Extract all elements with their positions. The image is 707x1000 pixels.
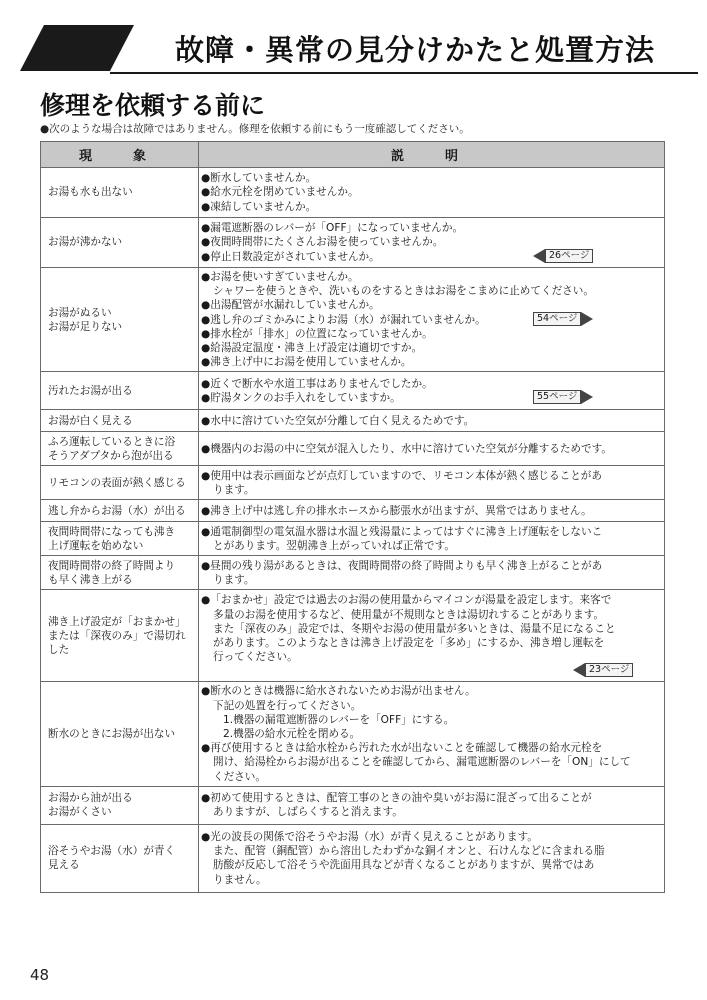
symptom-cell xyxy=(41,268,199,372)
explanation-line: ●出湯配管が水漏れしていませんか。 xyxy=(201,299,380,312)
table-header-row xyxy=(41,142,665,168)
explanation-line: ●通電制御型の電気温水器は水温と残湯量によってはすぐに沸き上げ運転をしないこ xyxy=(201,525,603,538)
explanation-line: ●漏電遮断器のレバーが「OFF」になっていませんか。 xyxy=(201,222,464,235)
page-reference-label: 54ページ xyxy=(533,312,581,326)
explanation-line: ります。 xyxy=(213,483,255,496)
symptom-text: 見える xyxy=(48,859,80,872)
symptom-cell xyxy=(41,500,199,522)
symptom-cell xyxy=(41,556,199,590)
explanation-line: また「深夜のみ」設定では、冬期やお湯の使用量が多いときは、湯量不足になること xyxy=(213,622,616,635)
explanation-line: ●お湯を使いすぎていませんか。 xyxy=(201,271,359,283)
explanation-line: ●水中に溶けていた空気が分離して白く見えるためです。 xyxy=(201,414,475,427)
table-row xyxy=(41,268,665,372)
explanation-line: ります。 xyxy=(213,573,255,586)
explanation-cell xyxy=(199,466,665,500)
explanation-text: ●貯湯タンクのお手入れをしていますか。 xyxy=(201,391,401,404)
symptom-text: 上げ運転を始めない xyxy=(48,539,144,552)
symptom-cell xyxy=(41,432,199,466)
explanation-line: があります。このようなときは沸き上げ設定を「多め」にするか、沸き増し運転を xyxy=(213,637,605,650)
page-reference-link[interactable] xyxy=(573,663,633,677)
symptom-text: 夜間時間帯になっても沸き xyxy=(48,525,176,538)
explanation-cell xyxy=(199,522,665,556)
explanation-line: 下記の処置を行ってください。 xyxy=(213,699,362,712)
explanation-line: ●機器内のお湯の中に空気が混入したり、水中に溶けていた空気が分離するためです。 xyxy=(201,442,612,455)
symptom-cell xyxy=(41,824,199,892)
symptom-text: お湯が沸かない xyxy=(48,236,123,249)
symptom-text: そうアダプタから泡が出る xyxy=(48,449,174,462)
header-banner xyxy=(14,22,698,76)
page-reference-link[interactable] xyxy=(533,312,593,326)
symptom-text: 沸き上げ設定が「おまかせ」 xyxy=(48,615,186,628)
symptom-text: または「深夜のみ」で湯切れ xyxy=(48,629,186,642)
explanation-line xyxy=(201,250,662,264)
symptom-text: お湯から油が出る xyxy=(48,792,133,805)
table-row xyxy=(41,824,665,892)
page-reference-label: 55ページ xyxy=(533,390,581,404)
page-reference-label: 23ページ xyxy=(585,663,633,677)
table-row xyxy=(41,590,665,682)
intro-text: ●次のような場合は故障ではありません。修理を依頼する前にもう一度確認してください。 xyxy=(40,123,470,135)
table-row xyxy=(41,168,665,218)
explanation-line: ●夜間時間帯にたくさんお湯を使っていませんか。 xyxy=(201,236,444,249)
symptom-text: お湯が足りない xyxy=(48,320,123,333)
explanation-cell xyxy=(199,786,665,824)
section-title: 修理を依頼する前に xyxy=(40,91,266,120)
symptom-text: お湯も水も出ない xyxy=(48,186,133,199)
explanation-cell xyxy=(199,218,665,268)
column-header-symptom: 現 象 xyxy=(41,142,199,168)
symptom-cell xyxy=(41,682,199,786)
explanation-cell xyxy=(199,824,665,892)
explanation-text: ●逃し弁のゴミかみによりお湯（水）が漏れていませんか。 xyxy=(201,313,486,326)
explanation-line: ありますが、しばらくすると消えます。 xyxy=(213,806,403,819)
explanation-line: また、配管（銅配管）から溶出したわずかな銅イオンと、石けんなどに含まれる脂 xyxy=(213,845,605,858)
symptom-text: 夜間時間帯の終了時間より xyxy=(48,559,176,572)
symptom-cell xyxy=(41,372,199,410)
page-number: 48 xyxy=(30,966,50,984)
explanation-line: ●給水元栓を閉めていませんか。 xyxy=(201,186,359,199)
page-reference-label: 26ページ xyxy=(545,249,593,263)
explanation-line xyxy=(201,313,662,327)
explanation-line: ●沸き上げ中は逃し弁の排水ホースから膨張水が出ますが、異常ではありません。 xyxy=(201,504,592,517)
symptom-cell xyxy=(41,410,199,432)
troubleshooting-table xyxy=(40,141,665,893)
arrow-left-icon xyxy=(533,249,545,263)
symptom-cell xyxy=(41,590,199,682)
symptom-cell xyxy=(41,168,199,218)
symptom-text: お湯が白く見える xyxy=(48,414,133,427)
explanation-line: ●沸き上げ中にお湯を使用していませんか。 xyxy=(201,356,412,369)
table-row xyxy=(41,500,665,522)
explanation-cell xyxy=(199,590,665,682)
explanation-line: ●近くで断水や水道工事はありませんでしたか。 xyxy=(201,377,433,390)
symptom-text: した xyxy=(48,644,70,657)
table-row xyxy=(41,522,665,556)
explanation-line: りません。 xyxy=(213,873,267,886)
symptom-cell xyxy=(41,466,199,500)
explanation-line: とがあります。翌朝沸き上がっていれば正常です。 xyxy=(213,539,455,552)
explanation-cell xyxy=(199,168,665,218)
explanation-line xyxy=(201,391,662,405)
explanation-line: ●排水栓が「排水」の位置になっていませんか。 xyxy=(201,327,433,340)
explanation-cell xyxy=(199,372,665,410)
symptom-text: ふろ運転しているときに浴 xyxy=(48,435,176,448)
explanation-line: ●再び使用するときは給水栓から汚れた水が出ないことを確認して機器の給水元栓を xyxy=(201,742,603,755)
table-row xyxy=(41,432,665,466)
explanation-cell xyxy=(199,268,665,372)
explanation-line: 1.機器の漏電遮断器のレバーを「OFF」にする。 xyxy=(223,713,455,726)
explanation-line: ●昼間の残り湯があるときは、夜間時間帯の終了時間よりも早く沸き上がることがあ xyxy=(201,559,603,572)
table-row xyxy=(41,410,665,432)
explanation-line: ●「おまかせ」設定では過去のお湯の使用量からマイコンが湯量を設定します。来客で xyxy=(201,594,612,607)
explanation-line: シャワーを使うときや、洗いものをするときはお湯をこまめに止めてください。 xyxy=(213,285,594,298)
explanation-line: 肪酸が反応して浴そうや洗面用具などが青くなることがありますが、異常ではあ xyxy=(213,859,595,872)
explanation-line: 開け、給湯栓からお湯が出ることを確認してから、漏電遮断器のレバーを「ON」にして xyxy=(213,756,631,769)
explanation-line: ●断水していませんか。 xyxy=(201,172,317,185)
arrow-right-icon xyxy=(581,312,593,326)
arrow-right-icon xyxy=(581,390,593,404)
page-title: 故障・異常の見分けかたと処置方法 xyxy=(174,33,655,67)
table-row xyxy=(41,556,665,590)
table-row xyxy=(41,786,665,824)
explanation-line: ●給湯設定温度・沸き上げ設定は適切ですか。 xyxy=(201,342,423,355)
explanation-line: ●使用中は表示画面などが点灯していますので、リモコン本体が熱く感じることがあ xyxy=(201,469,602,482)
explanation-cell xyxy=(199,556,665,590)
symptom-text: 汚れたお湯が出る xyxy=(48,384,133,397)
explanation-cell xyxy=(199,682,665,786)
arrow-left-icon xyxy=(573,663,585,677)
explanation-line: 2.機器の給水元栓を閉める。 xyxy=(223,728,361,741)
table-row xyxy=(41,372,665,410)
table-row xyxy=(41,682,665,786)
page-reference-link[interactable] xyxy=(533,249,593,263)
column-header-explanation: 説 明 xyxy=(199,142,665,168)
explanation-line xyxy=(201,664,662,678)
symptom-text: 断水のときにお湯が出ない xyxy=(48,728,176,741)
explanation-cell xyxy=(199,500,665,522)
symptom-text: も早く沸き上がる xyxy=(48,573,133,586)
explanation-line: ●凍結していませんか。 xyxy=(201,200,317,213)
explanation-cell xyxy=(199,432,665,466)
symptom-text: 逃し弁からお湯（水）が出る xyxy=(48,504,186,517)
explanation-line: ください。 xyxy=(213,770,266,783)
explanation-line: ●初めて使用するときは、配管工事のときの油や臭いがお湯に混ざって出ることが xyxy=(201,792,592,805)
page-reference-link[interactable] xyxy=(533,390,593,404)
explanation-line: 行ってください。 xyxy=(213,651,298,664)
table-row xyxy=(41,218,665,268)
symptom-cell xyxy=(41,522,199,556)
symptom-text: お湯がくさい xyxy=(48,806,112,819)
symptom-text: 浴そうやお湯（水）が青く xyxy=(48,845,176,858)
symptom-cell xyxy=(41,786,199,824)
table-row xyxy=(41,466,665,500)
explanation-line: 多量のお湯を使用するなど、使用量が不規則なときは湯切れすることがあります。 xyxy=(213,608,605,621)
explanation-line: ●断水のときは機器に給水されないためお湯が出ません。 xyxy=(201,685,476,698)
symptom-cell xyxy=(41,218,199,268)
explanation-text: ●停止日数設定がされていませんか。 xyxy=(201,250,380,263)
symptom-text: リモコンの表面が熱く感じる xyxy=(48,476,186,489)
explanation-line: ●光の波長の関係で浴そうやお湯（水）が青く見えることがあります。 xyxy=(201,830,538,843)
symptom-text: お湯がぬるい xyxy=(48,306,112,319)
explanation-cell xyxy=(199,410,665,432)
